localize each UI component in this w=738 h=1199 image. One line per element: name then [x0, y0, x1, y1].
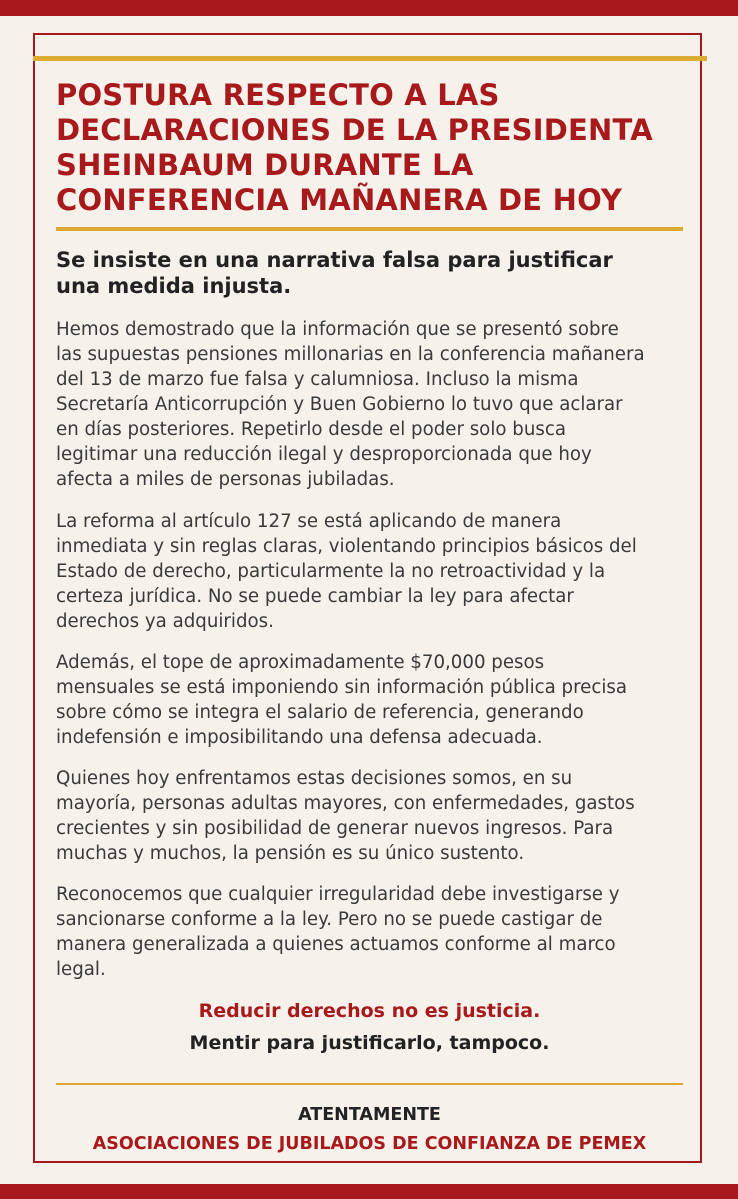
body-paragraph-4: Quienes hoy enfrentamos estas decisiones somos, en su mayoría, personas adultas mayores, con enfermedades, gastos crecientes y sin posibilidad de generar nuevos ingresos. Para muchas y muchos, la pensión es su único sustento. — [56, 768, 635, 864]
body-paragraph-2: La reforma al artículo 127 se está aplicando de manera inmediata y sin reglas claras, violentando principios básicos del Estado de derecho, particularmente la no retroactividad y la certeza jurídica. No se puede cambiar la ley para afectar derechos ya adquiridos. — [56, 511, 637, 632]
gold-divider-bottom — [56, 1083, 683, 1085]
closing-statement-red: Reducir derechos no es justicia. — [198, 1000, 541, 1022]
closing-statement-black: Mentir para justificarlo, tampoco. — [189, 1032, 550, 1054]
gold-divider-top — [33, 56, 707, 61]
body-paragraph-3: Además, el tope de aproximadamente $70,000 pesos mensuales se está imponiendo sin información pública precisa sobre cómo se integra el salario de referencia, generando indefensión e imposibilitando una defensa adecuada. — [56, 652, 628, 748]
body-paragraph-1: Hemos demostrado que la información que se presentó sobre las supuestas pensiones millonarias en la conferencia mañanera del 13 de marzo fue falsa y calumniosa. Incluso la misma Secretaría Anticorrupción y Buen Gobierno lo tuvo que aclarar en días posteriores. Repetirlo desde el poder solo busca legitimar una reducción ilegal y desproporcionada que hoy afecta a miles de personas jubiladas. — [56, 319, 645, 490]
signature-label: ATENTAMENTE — [298, 1105, 441, 1125]
signature-organization: ASOCIACIONES DE JUBILADOS DE CONFIANZA DE PEMEX — [92, 1134, 647, 1154]
subtitle: Se insiste en una narrativa falsa para justificar una medida injusta. — [56, 248, 613, 298]
bottom-decorative-band — [0, 1184, 738, 1199]
gold-divider-title — [56, 227, 683, 231]
body-paragraph-5: Reconocemos que cualquier irregularidad debe investigarse y sancionarse conforme a la ley. Pero no se puede castigar de manera generalizada a quienes actuamos conforme al marco legal. — [56, 884, 620, 980]
top-decorative-band — [0, 0, 738, 16]
page-title: POSTURA RESPECTO A LAS DECLARACIONES DE LA PRESIDENTA SHEINBAUM DURANTE LA CONFERENCIA MAÑANERA DE HOY — [56, 78, 653, 217]
